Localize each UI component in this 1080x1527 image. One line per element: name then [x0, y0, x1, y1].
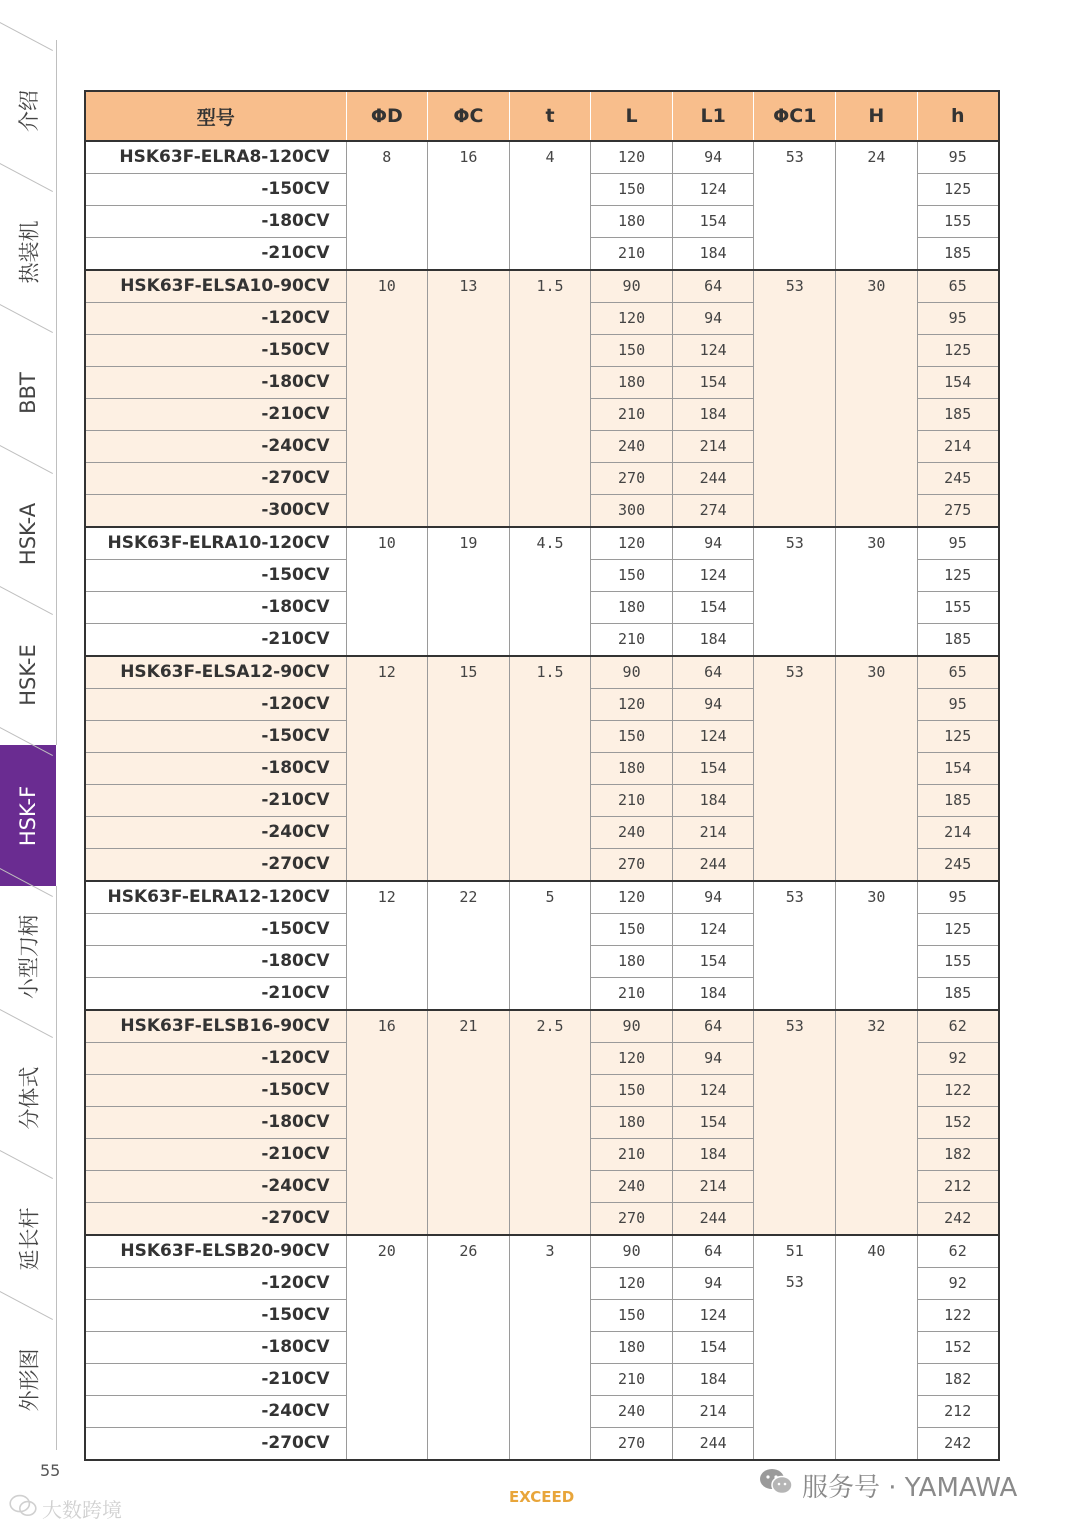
header-t: t [509, 91, 591, 141]
cell-d: 10 [346, 527, 428, 656]
cell-l1: 184 [672, 238, 754, 271]
model-cell: -210CV [85, 1364, 346, 1396]
model-cell: -120CV [85, 303, 346, 335]
cell-l1: 94 [672, 689, 754, 721]
tab-热装机[interactable] [0, 181, 57, 322]
cell-h-lower: 125 [917, 174, 999, 206]
header-l1: L1 [672, 91, 754, 141]
model-cell: -150CV [85, 560, 346, 592]
model-group [85, 881, 999, 1010]
cell-h-lower: 155 [917, 946, 999, 978]
cell-l1: 124 [672, 335, 754, 367]
cell-h-lower: 95 [917, 689, 999, 721]
model-group [85, 527, 999, 656]
cell-l1: 124 [672, 914, 754, 946]
cell-l1: 154 [672, 206, 754, 238]
cell-l1: 244 [672, 463, 754, 495]
table-header [85, 91, 999, 141]
model-group [85, 656, 999, 881]
cell-h-lower: 155 [917, 592, 999, 624]
cell-c: 16 [428, 141, 510, 270]
cell-t: 4 [509, 141, 591, 270]
cell-l: 210 [591, 238, 673, 271]
tab-hsk-f[interactable] [0, 745, 56, 886]
cell-l: 120 [591, 141, 673, 174]
model-cell: -120CV [85, 1043, 346, 1075]
model-cell: -180CV [85, 946, 346, 978]
cell-l1: 64 [672, 656, 754, 689]
table-row [85, 881, 999, 914]
model-cell: -210CV [85, 978, 346, 1011]
watermark-right-text: 服务号 · YAMAWA [802, 1473, 1018, 1503]
model-cell: -150CV [85, 335, 346, 367]
model-cell: -150CV [85, 1075, 346, 1107]
model-cell: -210CV [85, 399, 346, 431]
cell-l: 180 [591, 1332, 673, 1364]
cell-l: 210 [591, 399, 673, 431]
cell-l1: 244 [672, 1428, 754, 1461]
cell-c: 26 [428, 1235, 510, 1460]
cell-h-lower: 185 [917, 785, 999, 817]
model-cell: -240CV [85, 431, 346, 463]
tab-hsk-a[interactable] [0, 463, 57, 604]
model-cell: -180CV [85, 592, 346, 624]
cell-d: 12 [346, 656, 428, 881]
model-group [85, 1235, 999, 1460]
cell-h: 30 [836, 270, 918, 527]
cell-h-lower: 95 [917, 527, 999, 560]
cell-l1: 94 [672, 303, 754, 335]
cell-h-lower: 275 [917, 495, 999, 528]
cell-l: 300 [591, 495, 673, 528]
cell-h-lower: 95 [917, 303, 999, 335]
cell-l1: 244 [672, 849, 754, 882]
cell-h-lower: 182 [917, 1139, 999, 1171]
cell-c1: 53 [754, 881, 836, 1010]
model-cell: -180CV [85, 1107, 346, 1139]
cell-h-lower: 62 [917, 1010, 999, 1043]
cell-l1: 64 [672, 270, 754, 303]
table-row [85, 1010, 999, 1043]
cell-l1: 184 [672, 1364, 754, 1396]
tab-label: HSK-F [16, 785, 41, 846]
cell-h-lower: 214 [917, 817, 999, 849]
cell-d: 16 [346, 1010, 428, 1235]
cell-l1: 214 [672, 817, 754, 849]
cell-l: 210 [591, 1364, 673, 1396]
cell-h-lower: 212 [917, 1396, 999, 1428]
cell-h-lower: 154 [917, 753, 999, 785]
cell-d: 20 [346, 1235, 428, 1460]
model-cell: HSK63F-ELSB20-90CV [85, 1235, 346, 1268]
cell-l: 180 [591, 1107, 673, 1139]
cell-h: 30 [836, 881, 918, 1010]
wechat-icon [8, 1494, 38, 1523]
cell-d: 12 [346, 881, 428, 1010]
cell-c: 21 [428, 1010, 510, 1235]
cell-l1: 154 [672, 1332, 754, 1364]
table-row [85, 527, 999, 560]
cell-l: 270 [591, 1428, 673, 1461]
cell-l1: 64 [672, 1235, 754, 1268]
cell-l1: 184 [672, 624, 754, 657]
cell-l1: 154 [672, 592, 754, 624]
cell-l: 180 [591, 367, 673, 399]
cell-l: 210 [591, 785, 673, 817]
cell-l: 150 [591, 1300, 673, 1332]
cell-h-lower: 92 [917, 1268, 999, 1300]
cell-l: 90 [591, 1235, 673, 1268]
cell-l1: 124 [672, 1075, 754, 1107]
cell-h-lower: 242 [917, 1428, 999, 1461]
cell-l1: 184 [672, 785, 754, 817]
cell-l1: 214 [672, 431, 754, 463]
cell-h-lower: 122 [917, 1300, 999, 1332]
cell-c1: 53 [754, 656, 836, 881]
model-cell: -210CV [85, 1139, 346, 1171]
cell-l1: 94 [672, 141, 754, 174]
header-l: L [591, 91, 673, 141]
page-number: 55 [40, 1461, 61, 1480]
tab-label: BBT [16, 371, 40, 414]
cell-l1: 214 [672, 1396, 754, 1428]
cell-h-lower: 214 [917, 431, 999, 463]
cell-l: 240 [591, 431, 673, 463]
model-cell: -240CV [85, 817, 346, 849]
cell-h-lower: 245 [917, 463, 999, 495]
cell-l: 210 [591, 978, 673, 1011]
cell-t: 1.5 [509, 656, 591, 881]
model-cell: -210CV [85, 785, 346, 817]
cell-l: 150 [591, 560, 673, 592]
model-cell: HSK63F-ELRA8-120CV [85, 141, 346, 174]
model-cell: -210CV [85, 624, 346, 657]
cell-l: 180 [591, 753, 673, 785]
model-cell: HSK63F-ELSA10-90CV [85, 270, 346, 303]
cell-l: 120 [591, 689, 673, 721]
model-cell: HSK63F-ELSB16-90CV [85, 1010, 346, 1043]
cell-h-lower: 212 [917, 1171, 999, 1203]
cell-t: 1.5 [509, 270, 591, 527]
cell-l: 150 [591, 174, 673, 206]
watermark-right [758, 1467, 1017, 1504]
cell-c: 19 [428, 527, 510, 656]
model-cell: HSK63F-ELRA12-120CV [85, 881, 346, 914]
cell-h-lower: 242 [917, 1203, 999, 1236]
tab-分体式[interactable] [0, 1027, 57, 1168]
cell-h-lower: 122 [917, 1075, 999, 1107]
cell-t: 5 [509, 881, 591, 1010]
cell-l1: 124 [672, 560, 754, 592]
cell-h-lower: 65 [917, 656, 999, 689]
tab-label: 小型刀柄 [17, 914, 41, 999]
cell-l: 210 [591, 1139, 673, 1171]
tab-延长杆[interactable] [0, 1168, 57, 1309]
cell-l1: 124 [672, 1300, 754, 1332]
cell-l1: 124 [672, 174, 754, 206]
cell-c1: 53 [754, 270, 836, 527]
cell-l: 150 [591, 1075, 673, 1107]
cell-l: 150 [591, 335, 673, 367]
table-row [85, 1235, 999, 1268]
cell-l: 270 [591, 849, 673, 882]
model-cell: -120CV [85, 1268, 346, 1300]
cell-l: 120 [591, 1043, 673, 1075]
cell-h-lower: 152 [917, 1107, 999, 1139]
watermark-left [8, 1494, 122, 1523]
cell-h-lower: 245 [917, 849, 999, 882]
model-cell: -270CV [85, 849, 346, 882]
table-row [85, 270, 999, 303]
cell-h-lower: 125 [917, 335, 999, 367]
cell-t: 3 [509, 1235, 591, 1460]
model-cell: -270CV [85, 1428, 346, 1461]
model-cell: -240CV [85, 1396, 346, 1428]
cell-l: 90 [591, 656, 673, 689]
cell-c: 15 [428, 656, 510, 881]
tab-label: 介绍 [17, 89, 41, 132]
cell-h-lower: 125 [917, 560, 999, 592]
cell-h-lower: 182 [917, 1364, 999, 1396]
cell-l1: 244 [672, 1203, 754, 1236]
cell-c: 13 [428, 270, 510, 527]
tab-label: 延长杆 [17, 1207, 41, 1270]
tab-小型刀柄[interactable] [0, 886, 57, 1027]
cell-h-lower: 152 [917, 1332, 999, 1364]
cell-h-lower: 125 [917, 914, 999, 946]
cell-l: 180 [591, 946, 673, 978]
model-group [85, 270, 999, 527]
cell-l1: 154 [672, 946, 754, 978]
model-cell: -300CV [85, 495, 346, 528]
cell-l: 270 [591, 463, 673, 495]
model-cell: -120CV [85, 689, 346, 721]
cell-l: 270 [591, 1203, 673, 1236]
watermark-left-text: 大数跨境 [42, 1498, 122, 1522]
cell-t: 4.5 [509, 527, 591, 656]
cell-l: 120 [591, 527, 673, 560]
tab-外形图[interactable] [0, 1309, 57, 1450]
cell-c1: 53 [754, 141, 836, 270]
model-cell: -270CV [85, 1203, 346, 1236]
cell-l1: 184 [672, 978, 754, 1011]
cell-h-lower: 92 [917, 1043, 999, 1075]
cell-l: 120 [591, 303, 673, 335]
cell-l: 120 [591, 881, 673, 914]
header-c1: ΦC1 [754, 91, 836, 141]
model-cell: -150CV [85, 1300, 346, 1332]
cell-l1: 214 [672, 1171, 754, 1203]
cell-h: 30 [836, 527, 918, 656]
cell-d: 10 [346, 270, 428, 527]
cell-h-lower: 62 [917, 1235, 999, 1268]
cell-l: 240 [591, 1396, 673, 1428]
model-cell: -150CV [85, 174, 346, 206]
cell-l1: 154 [672, 367, 754, 399]
model-cell: -150CV [85, 914, 346, 946]
cell-c1: 53 [754, 1010, 836, 1235]
tab-bbt[interactable] [0, 322, 57, 463]
cell-h-lower: 185 [917, 238, 999, 271]
table-row [85, 656, 999, 689]
cell-h: 32 [836, 1010, 918, 1235]
model-group [85, 141, 999, 270]
cell-l: 150 [591, 914, 673, 946]
section-tabs [0, 40, 56, 1450]
header-model: 型号 [85, 91, 346, 141]
cell-c: 22 [428, 881, 510, 1010]
model-cell: -180CV [85, 206, 346, 238]
cell-h-lower: 65 [917, 270, 999, 303]
cell-l: 240 [591, 1171, 673, 1203]
header-h-lower: h [917, 91, 999, 141]
cell-l1: 124 [672, 721, 754, 753]
cell-h-lower: 95 [917, 881, 999, 914]
tab-hsk-e[interactable] [0, 604, 57, 745]
cell-h: 30 [836, 656, 918, 881]
model-cell: -180CV [85, 753, 346, 785]
cell-h-lower: 185 [917, 624, 999, 657]
cell-h: 24 [836, 141, 918, 270]
cell-c1: 53 [754, 527, 836, 656]
cell-h: 40 [836, 1235, 918, 1460]
cell-l: 90 [591, 270, 673, 303]
cell-l: 210 [591, 624, 673, 657]
model-cell: HSK63F-ELRA10-120CV [85, 527, 346, 560]
model-cell: -240CV [85, 1171, 346, 1203]
cell-l1: 154 [672, 753, 754, 785]
cell-l1: 94 [672, 1268, 754, 1300]
cell-l1: 274 [672, 495, 754, 528]
tab-label: 热装机 [17, 220, 41, 283]
table-row [85, 141, 999, 174]
cell-l1: 94 [672, 1043, 754, 1075]
model-group [85, 1010, 999, 1235]
cell-l1: 184 [672, 1139, 754, 1171]
wechat-icon [758, 1467, 794, 1504]
cell-h-lower: 185 [917, 399, 999, 431]
cell-h-lower: 155 [917, 206, 999, 238]
model-cell: -210CV [85, 238, 346, 271]
model-cell: -150CV [85, 721, 346, 753]
spec-table [84, 90, 1000, 1461]
model-cell: -180CV [85, 367, 346, 399]
tab-label: 外形图 [17, 1348, 41, 1411]
cell-l: 120 [591, 1268, 673, 1300]
model-cell: HSK63F-ELSA12-90CV [85, 656, 346, 689]
tab-label: HSK-A [16, 502, 41, 565]
cell-d: 8 [346, 141, 428, 270]
cell-t: 2.5 [509, 1010, 591, 1235]
tab-介绍[interactable] [0, 40, 57, 181]
cell-c1: 51 53 [754, 1235, 836, 1460]
cell-h-lower: 154 [917, 367, 999, 399]
model-cell: -270CV [85, 463, 346, 495]
brand-logo: EXCEED [509, 1488, 575, 1506]
cell-h-lower: 185 [917, 978, 999, 1011]
header-h-upper: H [836, 91, 918, 141]
header-c: ΦC [428, 91, 510, 141]
cell-l: 150 [591, 721, 673, 753]
cell-l1: 94 [672, 527, 754, 560]
tab-label: 分体式 [17, 1066, 41, 1129]
cell-l: 180 [591, 206, 673, 238]
cell-h-lower: 95 [917, 141, 999, 174]
cell-l1: 154 [672, 1107, 754, 1139]
cell-l: 90 [591, 1010, 673, 1043]
cell-l1: 94 [672, 881, 754, 914]
model-cell: -180CV [85, 1332, 346, 1364]
cell-l1: 64 [672, 1010, 754, 1043]
cell-l1: 184 [672, 399, 754, 431]
cell-l: 240 [591, 817, 673, 849]
cell-h-lower: 125 [917, 721, 999, 753]
cell-l: 180 [591, 592, 673, 624]
header-d: ΦD [346, 91, 428, 141]
tab-label: HSK-E [16, 643, 41, 706]
